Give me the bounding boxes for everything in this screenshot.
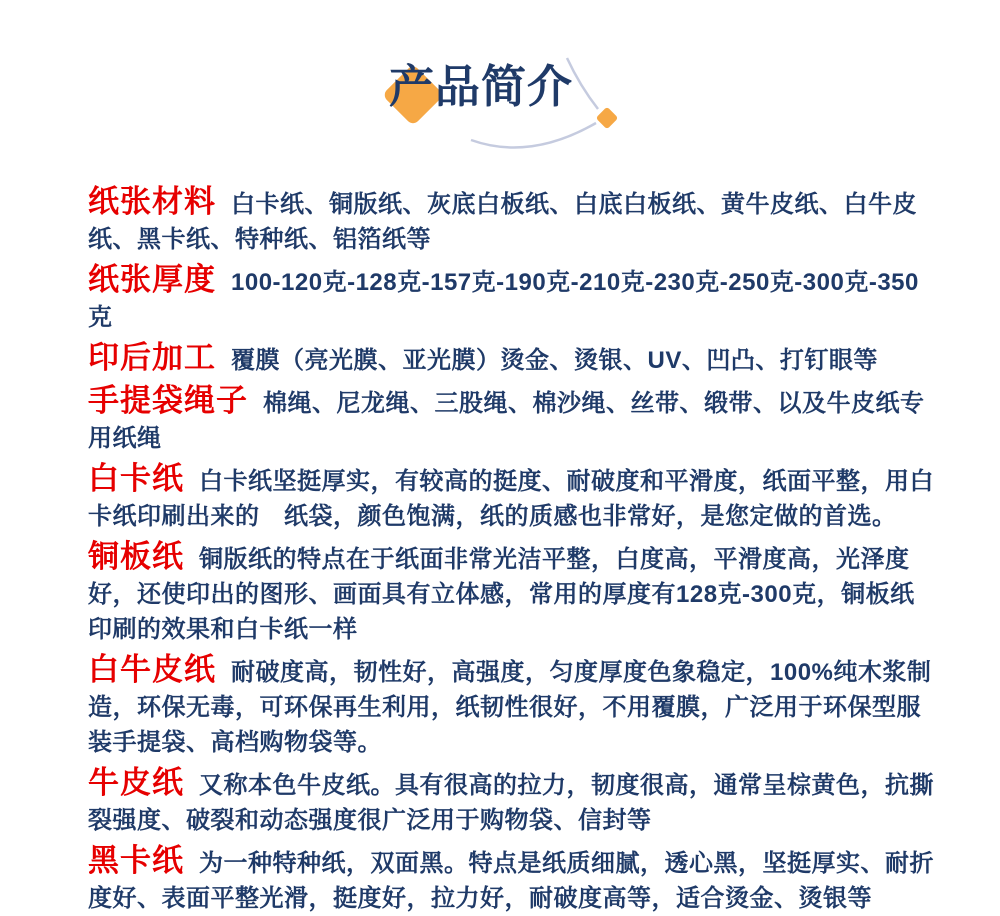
section-white-kraft-paper	[88, 652, 938, 760]
section-heading: 印后加工	[88, 340, 216, 375]
section-body: 为一种特种纸，双面黑。特点是纸质细腻，透心黑，坚挺厚实、耐折度好、表面平整光滑，挺度好，拉力好，耐破度高等，适合烫金、烫银等	[88, 850, 934, 912]
section-body: 又称本色牛皮纸。具有很高的拉力，韧度很高，通常呈棕黄色，抗撕裂强度、破裂和动态强度很广泛用于购物袋、信封等	[88, 772, 934, 834]
sections-list	[88, 184, 938, 916]
section-coated-paper	[88, 539, 938, 647]
section-heading: 白牛皮纸	[88, 652, 216, 687]
section-post-print-finishing	[88, 340, 938, 378]
page-title: 产品简介	[389, 61, 574, 112]
section-white-cardboard	[88, 461, 938, 534]
section-heading: 铜板纸	[88, 539, 184, 574]
section-heading: 白卡纸	[88, 461, 184, 496]
section-heading: 纸张材料	[88, 184, 216, 219]
section-body: 棉绳、尼龙绳、三股绳、棉沙绳、丝带、缎带、以及牛皮纸专用纸绳	[88, 390, 925, 452]
small-diamond-icon	[596, 107, 619, 130]
section-body: 耐破度高，韧性好，高强度，匀度厚度色象稳定，100%纯木浆制造，环保无毒，可环保再生利用，纸韧性很好，不用覆膜，广泛用于环保型服装手提袋、高档购物袋等。	[88, 659, 932, 756]
section-heading: 牛皮纸	[88, 765, 184, 800]
section-bag-rope	[88, 383, 938, 456]
section-body: 100-120克-128克-157克-190克-210克-230克-250克-300克-350克	[88, 269, 919, 331]
section-heading: 纸张厚度	[88, 262, 216, 297]
curve-line-lower-icon	[471, 123, 596, 147]
section-body: 白卡纸、铜版纸、灰底白板纸、白底白板纸、黄牛皮纸、白牛皮纸、黑卡纸、特种纸、铝箔纸等	[88, 191, 917, 253]
section-heading: 黑卡纸	[88, 843, 184, 878]
header	[0, 0, 1000, 172]
section-body: 覆膜（亮光膜、亚光膜）烫金、烫银、UV、凹凸、打钉眼等	[231, 347, 878, 374]
section-black-cardboard	[88, 843, 938, 916]
section-heading: 手提袋绳子	[88, 383, 248, 418]
section-paper-thickness	[88, 262, 938, 335]
section-body: 铜版纸的特点在于纸面非常光洁平整，白度高，平滑度高，光泽度好，还使印出的图形、画面具有立体感，常用的厚度有128克-300克，铜板纸印刷的效果和白卡纸一样	[88, 546, 915, 643]
section-kraft-paper	[88, 765, 938, 838]
section-body: 白卡纸坚挺厚实，有较高的挺度、耐破度和平滑度，纸面平整，用白卡纸印刷出来的 纸袋，颜色饱满，纸的质感也非常好，是您定做的首选。	[88, 468, 934, 530]
section-paper-material	[88, 184, 938, 257]
